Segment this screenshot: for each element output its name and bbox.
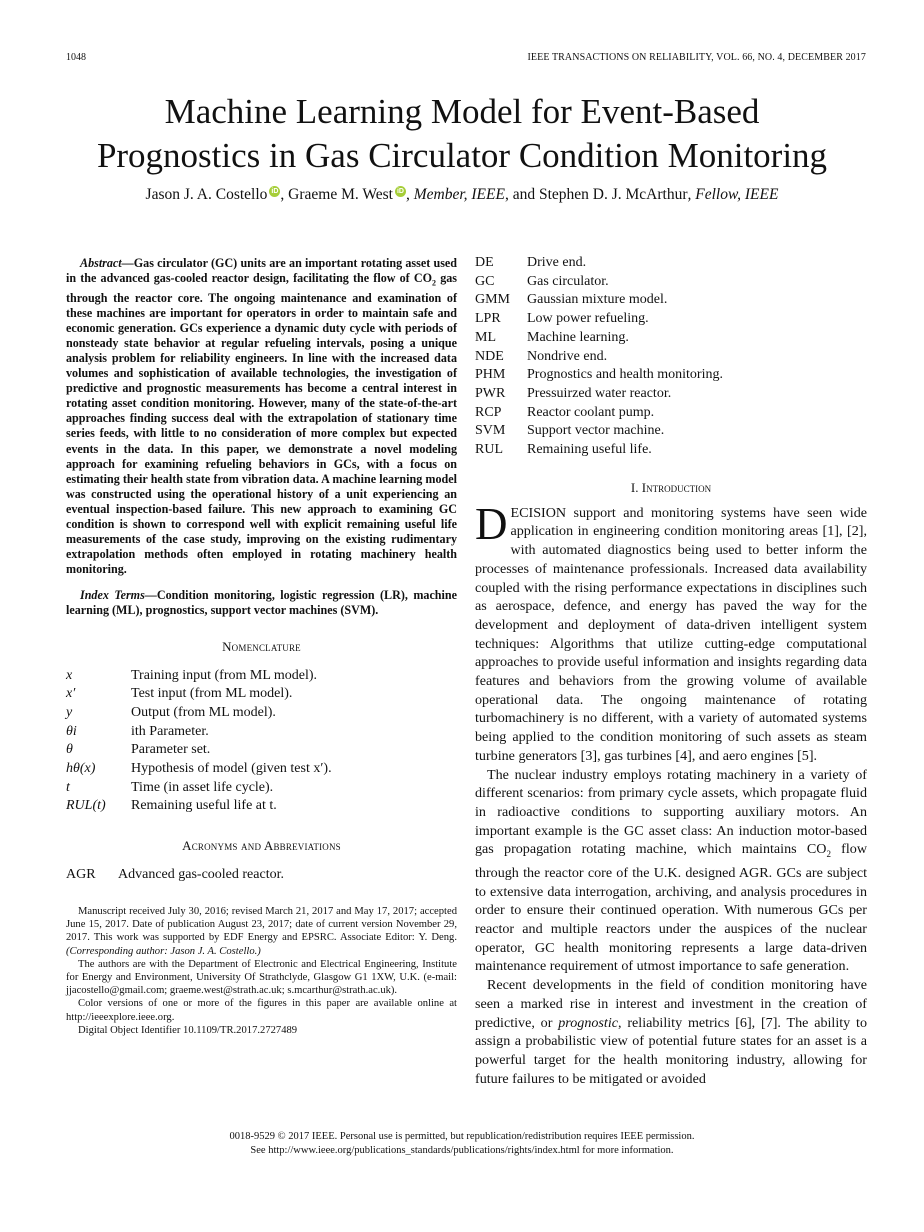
left-column [66, 256, 457, 1037]
acronym-row [475, 441, 723, 460]
acronym-description: Machine learning. [527, 329, 629, 345]
acronym-symbol: RCP [475, 404, 502, 420]
intro-paragraph-3-text-continued: , reliability metrics [6], [7]. The ability to assign a probabilistic view of potential future states for an asset is a powerful target for the health monitoring industry, allowing for future failures to be mitigated or avoided [475, 1014, 867, 1087]
intro-paragraph-3-text: Recent developments in the field of condition monitoring have seen a marked rise in interest and investment in the creation of predictive, or [475, 977, 867, 1031]
nomenclature-heading: Nomenclature [222, 638, 301, 654]
section-title: Introduction [641, 479, 712, 495]
acronym-symbol: SVM [475, 423, 506, 439]
nomenclature-symbol: θi [66, 723, 77, 739]
orcid-icon[interactable]: iD [396, 188, 404, 195]
orcid-icon[interactable]: iD [271, 188, 279, 195]
nomenclature-row [66, 779, 332, 798]
acronym-description: Gaussian mixture model. [527, 292, 668, 308]
author-3: , and Stephen D. J. McArthur [504, 186, 688, 204]
acronym-row [475, 404, 723, 423]
nomenclature-symbol: y [66, 704, 73, 720]
right-column [475, 254, 867, 1088]
acronym-row [475, 348, 723, 367]
abstract [66, 256, 457, 577]
footnote-color: Color versions of one or more of the figures in this paper are available online at http://ieeexplore.ieee.org. [66, 998, 457, 1023]
acronym-symbol: RUL [475, 442, 503, 458]
index-terms [66, 588, 457, 618]
acronym-description: Remaining useful life. [527, 442, 652, 458]
footnote-manuscript-text: Manuscript received July 30, 2016; revised March 21, 2017 and May 17, 2017; accepted June 15, 2017. Date of publication August 23, 2017; date of current version November 29, 2017. This work was supported by EDF Energy and EPSRC. Associate Editor: Y. Deng. [66, 905, 457, 944]
copyright-line-1: 0018-9529 © 2017 IEEE. Personal use is permitted, but republication/redistribution requires IEEE permission. [229, 1131, 695, 1142]
intro-paragraph-2-text: The nuclear industry employs rotating machinery in a variety of different scenarios: from primary cycle assets, which propagate fluid in radioactive conditions to supporting auxiliary motors. An important example is the GC asset class: An induction motor-based gas propagation rotating machine, which maintains CO [475, 766, 867, 858]
acronym-description: Reactor coolant pump. [527, 404, 655, 420]
page-number: 1048 [66, 52, 86, 63]
acronym-row [475, 273, 723, 292]
abstract-text: Gas circulator (GC) units are an important rotating asset used in the advanced gas-cooled reactor design, facilitating the flow of CO [66, 256, 457, 286]
acronyms-heading: Acronyms and Abbreviations [182, 838, 341, 854]
intro-paragraph-3 [475, 976, 867, 1088]
acronym-description: Low power refueling. [527, 311, 649, 327]
nomenclature-row [66, 685, 332, 704]
acronym-symbol: ML [475, 329, 496, 345]
acronym-row [475, 254, 723, 273]
nomenclature-description: Hypothesis of model (given test x′). [131, 761, 332, 777]
nomenclature-row [66, 667, 332, 686]
corresponding-author: (Corresponding author: Jason J. A. Costello.) [66, 945, 261, 957]
acronym-symbol: AGR [66, 867, 96, 883]
author-2-role: , Member, IEEE [405, 186, 505, 204]
author-line [40, 186, 884, 204]
drop-cap: D [475, 498, 508, 549]
nomenclature-description: Time (in asset life cycle). [131, 779, 274, 795]
acronym-symbol: NDE [475, 348, 504, 364]
footnotes [66, 905, 457, 1037]
acronym-symbol: PWR [475, 385, 506, 401]
acronym-row [475, 291, 723, 310]
paper-title [40, 90, 884, 178]
acronyms-table-left [66, 866, 284, 885]
acronym-row [475, 385, 723, 404]
section-number: I. [630, 479, 642, 495]
index-terms-text: Condition monitoring, logistic regression (LR), machine learning (ML), prognostics, support vector machines (SVM). [66, 588, 457, 618]
intro-paragraph-1-text: ECISION support and monitoring systems have seen wide application in engineering condition monitoring areas [1], [2], with automated diagnostics being used to better inform the processes of maintenance professionals. Increased data availability coupled with the rising performance expectations in disciplines such as aerospace, defence, and energy has paved the way for the development and deployment of data-driven intelligent system techniques: Algorithms that utilize cutting-edge computational approaches to provide useful information and insights regarding data features and behaviors from the growing volume of available operational data. The ongoing maintenance of rotating turbomachinery is no different, with a variety of automated systems being applied to the condition monitoring of such assets as steam turbine generators [3], gas turbines [4], and aero engines [5]. [475, 504, 867, 764]
acronym-symbol: PHM [475, 367, 506, 383]
nomenclature-symbol: θ [66, 742, 73, 758]
acronym-row [475, 422, 723, 441]
nomenclature-symbol: x′ [66, 686, 76, 702]
acronym-description: Drive end. [527, 255, 587, 270]
abstract-label: Abstract— [80, 256, 134, 270]
nomenclature-row [66, 723, 332, 742]
intro-paragraph-2 [475, 766, 867, 977]
acronym-description: Support vector machine. [527, 423, 665, 439]
footnote-manuscript [66, 905, 457, 958]
acronym-symbol: GMM [475, 292, 511, 308]
nomenclature-description: Test input (from ML model). [131, 686, 293, 702]
nomenclature-table [66, 667, 332, 817]
acronyms-table-right [475, 254, 723, 460]
nomenclature-description: Remaining useful life at t. [131, 798, 277, 814]
acronym-description: Nondrive end. [527, 348, 608, 364]
footnote-affiliation: The authors are with the Department of Electronic and Electrical Engineering, Institute for Energy and Environment, University Of Strathclyde, Glasgow G1 1XW, U.K. (e-mail: jjacostello@gmail.com; graeme.west@strath.ac.uk; s.mcarthur@strath.ac.uk). [66, 958, 457, 997]
abstract-text-continued: gas through the reactor core. The ongoing maintenance and examination of these machines are important for operators in order to maintain safe and economic generation. GCs experience a dynamic duty cycle with periods of nonsteady state behavior at regular refueling intervals, posing a unique analysis problem for reliability engineers. In line with the increased data volumes and sophistication of available technologies, the investigation of predictive and prognostic measurements has become a central interest in rotating asset condition monitoring. However, many of the state-of-the-art approaches finding success deal with the extrapolation of stationary time series feeds, with little to no consideration of more complex but expected events in the data. In this paper, we demonstrate a novel modeling approach for examining refueling behaviors in GCs, with a focus on estimating their health state from vibration data. A machine learning model was constructed using the operational history of a unit experiencing an eventual inspection-based failure. This new approach to examining GC condition is shown to correspond well with explicit remaining useful life measurements of the case study, improving on the existing rudimentary extrapolation methods often employed in rotating machinery health monitoring. [66, 271, 457, 577]
intro-paragraph-2-text-continued: flow through the reactor core of the U.K. designed AGR. GCs are subject to extensive data interrogation, archiving, and analysis procedures in order to ensure their continued operation. With numerous GCs per reactor and multiple reactors under the auspices of the nuclear operator, GC health monitoring represents a large data-driven maintenance requirement of utmost importance to safe generation. [475, 841, 868, 975]
title-line-2: Prognostics in Gas Circulator Condition Monitoring [96, 136, 828, 175]
acronym-description: Prognostics and health monitoring. [527, 367, 723, 383]
nomenclature-symbol: RUL(t) [66, 798, 106, 814]
author-1: Jason J. A. Costello [145, 186, 268, 204]
intro-paragraph-2-subscript: 2 [826, 849, 831, 860]
nomenclature-description: Training input (from ML model). [131, 667, 318, 683]
introduction-heading [475, 480, 867, 496]
intro-paragraph-3-italic: prognostic [558, 1014, 619, 1031]
nomenclature-symbol: hθ(x) [66, 761, 96, 777]
nomenclature-description: Parameter set. [131, 742, 211, 758]
acronym-row [475, 329, 723, 348]
author-3-role: , Fellow, IEEE [687, 186, 779, 204]
journal-header: IEEE TRANSACTIONS ON RELIABILITY, VOL. 66, NO. 4, DECEMBER 2017 [527, 52, 866, 63]
nomenclature-row [66, 704, 332, 723]
nomenclature-row [66, 797, 332, 816]
footnote-doi: Digital Object Identifier 10.1109/TR.2017.2727489 [78, 1024, 298, 1036]
nomenclature-symbol: t [66, 779, 70, 795]
acronym-description: Gas circulator. [527, 273, 609, 289]
acronym-description: Advanced gas-cooled reactor. [118, 867, 284, 883]
intro-paragraph-1 [475, 498, 867, 766]
acronym-symbol: LPR [475, 311, 501, 327]
abstract-subscript: 2 [432, 278, 437, 288]
acronym-row [475, 366, 723, 385]
acronym-symbol: GC [475, 273, 495, 289]
index-terms-label: Index Terms— [80, 588, 157, 603]
acronym-row [475, 310, 723, 329]
copyright-line-2: See http://www.ieee.org/publications_standards/publications/rights/index.html for more information. [250, 1145, 674, 1156]
acronym-row [66, 866, 284, 885]
nomenclature-row [66, 741, 332, 760]
nomenclature-symbol: x [66, 667, 73, 683]
acronym-symbol: DE [475, 255, 494, 270]
acronym-description: Pressuirzed water reactor. [527, 385, 672, 401]
copyright-notice [40, 1130, 884, 1158]
nomenclature-description: Output (from ML model). [131, 704, 276, 720]
title-line-1: Machine Learning Model for Event-Based [164, 92, 760, 131]
nomenclature-description: ith Parameter. [131, 723, 209, 739]
nomenclature-row [66, 760, 332, 779]
author-2: , Graeme M. West [280, 186, 393, 204]
